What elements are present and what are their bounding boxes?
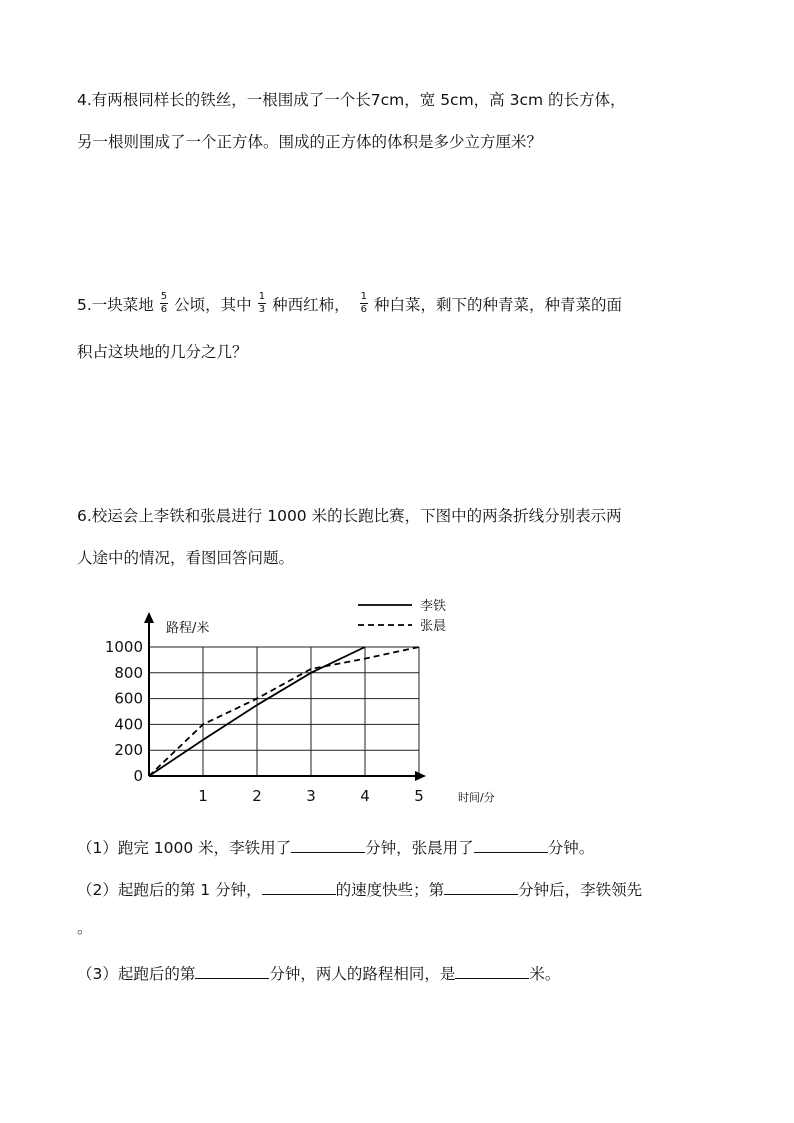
q6-sub3-text-a: （3）起跑后的第 [77, 965, 196, 983]
y-tick-label-1000: 1000 [104, 638, 143, 656]
q6-sub1-text-b: 分钟，张晨用了 [365, 839, 474, 857]
x-tick-label-2: 2 [252, 787, 262, 805]
q6-sub2-end: 。 [77, 919, 93, 937]
q6-sub2-blank-1[interactable] [262, 880, 336, 895]
q5-fraction-2-numerator: 1 [258, 291, 266, 302]
y-tick-label-400: 400 [114, 715, 143, 734]
q6-sub1-text-a: （1）跑完 1000 米，李铁用了 [77, 839, 292, 857]
chart-series [149, 647, 419, 776]
x-tick-label-4: 4 [360, 787, 370, 805]
q6-sub2 [77, 878, 642, 900]
q5-fraction-3 [360, 291, 368, 316]
legend-label-2: 张晨 [420, 619, 447, 634]
q6-sub1-text-c: 分钟。 [547, 839, 595, 857]
q6-sub1 [77, 836, 594, 858]
q5-fraction-2-denominator: 3 [258, 304, 266, 315]
legend-label-1: 李铁 [420, 599, 447, 614]
q5-fraction-1 [160, 291, 168, 316]
y-tick-label-800: 800 [114, 663, 143, 682]
x-tick-label-5: 5 [414, 787, 424, 805]
q5-text-part4: 种白菜，剩下的种青菜，种青菜的面 [373, 296, 622, 314]
y-tick-label-600: 600 [114, 689, 143, 708]
chart-axes [144, 612, 426, 781]
q5-text-part3: 种西红柿， [272, 296, 350, 314]
x-tick-label-3: 3 [306, 787, 316, 805]
q6-sub2-text-a: （2）起跑后的第 1 分钟， [77, 881, 262, 899]
q6-sub3-text-b: 分钟，两人的路程相同，是 [269, 965, 456, 983]
q5-fraction-1-numerator: 5 [160, 291, 168, 302]
q4-line1: 4.有两根同样长的铁丝，一根围成了一个长7cm，宽 5cm，高 3cm 的长方体， [77, 91, 626, 109]
distance-time-chart [90, 592, 530, 812]
q5-fraction-3-denominator: 6 [360, 304, 367, 315]
chart-y-axis-label: 路程/米 [166, 621, 210, 636]
q6-sub2-text-c: 分钟后，李铁领先 [518, 881, 643, 899]
chart-legend [358, 598, 446, 634]
q6-sub3-blank-2[interactable] [455, 964, 529, 979]
series-line-2 [149, 647, 419, 776]
q5-line2: 积占这块地的几分之几？ [77, 343, 248, 361]
x-tick-label-1: 1 [198, 787, 208, 805]
chart-grid [149, 647, 419, 776]
chart-tick-labels [105, 638, 424, 805]
y-tick-label-0: 0 [133, 767, 143, 785]
q5-fraction-2 [258, 291, 266, 316]
q5-text-part1: 5.一块菜地 [77, 296, 154, 314]
q6-sub3-blank-1[interactable] [195, 964, 269, 979]
x-axis-arrow-icon [415, 771, 426, 781]
q6-line1: 6.校运会上李铁和张晨进行 1000 米的长跑比赛，下图中的两条折线分别表示两 [77, 507, 622, 525]
q5-fraction-3-numerator: 1 [360, 291, 367, 302]
q6-line2: 人途中的情况，看图回答问题。 [77, 549, 295, 567]
q6-sub1-blank-1[interactable] [291, 838, 365, 853]
y-tick-label-200: 200 [114, 741, 143, 760]
q5-fraction-1-denominator: 6 [160, 304, 168, 315]
q6-sub2-text-b: 的速度快些；第 [335, 881, 445, 899]
q6-sub3 [77, 962, 560, 984]
q6-sub3-text-c: 米。 [529, 965, 561, 983]
q4-line2: 另一根则围成了一个正方体。围成的正方体的体积是多少立方厘米？ [77, 133, 543, 151]
q5-text-part2: 公顷，其中 [174, 296, 252, 314]
y-axis-arrow-icon [144, 612, 154, 623]
q6-sub2-blank-2[interactable] [444, 880, 518, 895]
q6-sub1-blank-2[interactable] [474, 838, 548, 853]
q5-line1 [77, 293, 622, 318]
chart-x-axis-label: 时间/分 [458, 791, 495, 804]
